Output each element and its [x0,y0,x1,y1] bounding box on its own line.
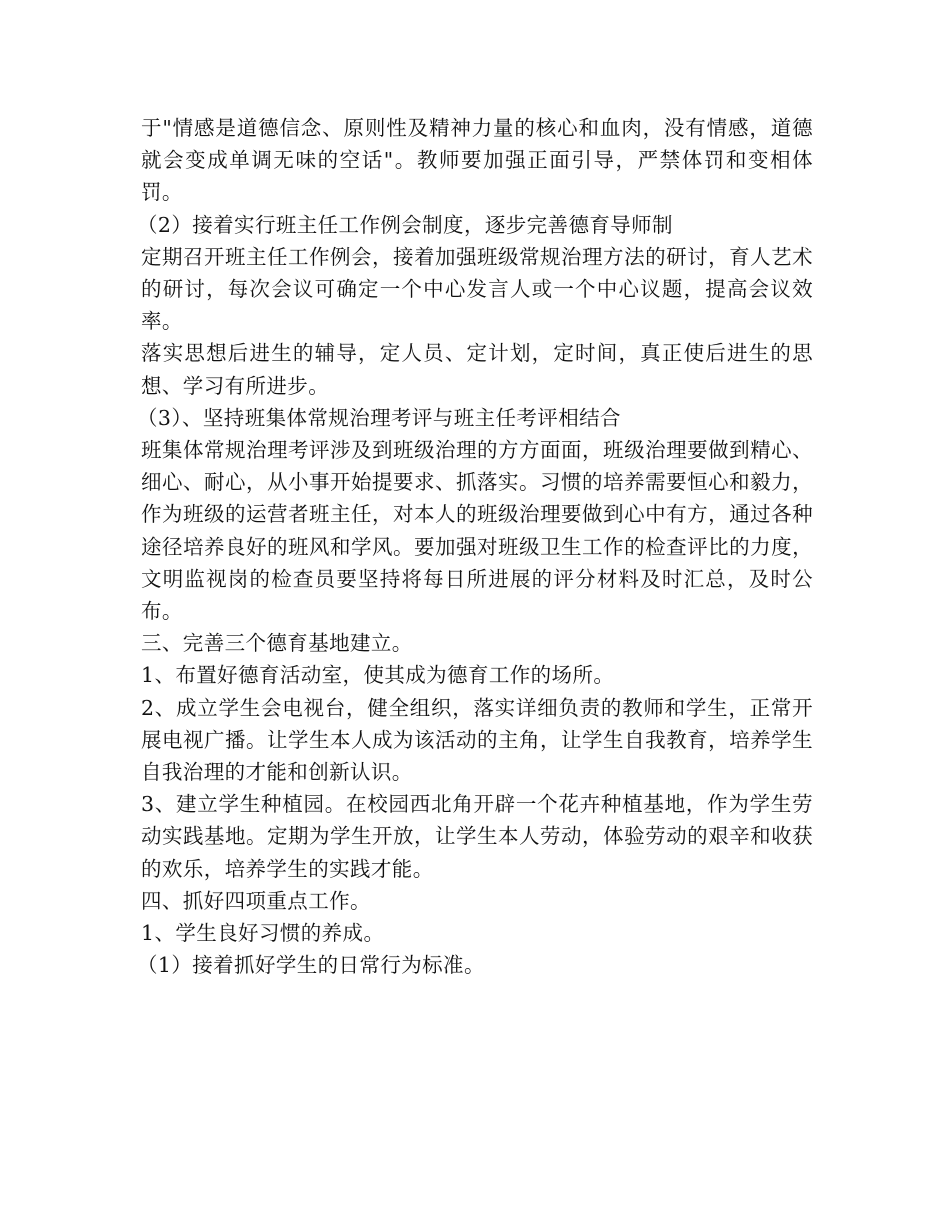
list-item: 2、成立学生会电视台，健全组织，落实详细负责的教师和学生，正常开展电视广播。让学生本人成为该活动的主角，让学生自我教育，培养学生自我治理的才能和创新认识。 [141,695,813,785]
document-body [137,112,813,981]
list-item: 1、布置好德育活动室，使其成为德育工作的场所。 [141,663,615,688]
paragraph: 班集体常规治理考评涉及到班级治理的方方面面，班级治理要做到精心、细心、耐心，从小事开始提要求、抓落实。习惯的培养需要恒心和毅力，作为班级的运营者班主任，对本人的班级治理要做到心中有方，通过各种途径培养良好的班风和学风。要加强对班级卫生工作的检查评比的力度，文明监视岗的检查员要坚持将每日所进展的评分材料及时汇总，及时公布。 [141,438,813,624]
paragraph: 于"情感是道德信念、原则性及精神力量的核心和血肉，没有情感，道德就会变成单调无味的空话"。教师要加强正面引导，严禁体罚和变相体罚。 [141,116,813,205]
section-heading: 四、抓好四项重点工作。 [141,888,371,913]
paragraph: 落实思想后进生的辅导，定人员、定计划，定时间，真正使后进生的思想、学习有所进步。 [141,341,813,398]
list-item: 1、学生良好习惯的养成。 [141,921,385,946]
subheading: （3）、坚持班集体常规治理考评与班主任考评相结合 [137,405,621,430]
subheading: （2）接着实行班主任工作例会制度，逐步完善德育导师制 [137,212,673,237]
section-heading: 三、完善三个德育基地建立。 [141,631,413,656]
paragraph: 定期召开班主任工作例会，接着加强班级常规治理方法的研讨，育人艺术的研讨，每次会议可确定一个中心发言人或一个中心议题，提高会议效率。 [141,244,813,334]
list-item: 3、建立学生种植园。在校园西北角开辟一个花卉种植基地，作为学生劳动实践基地。定期为学生开放，让学生本人劳动，体验劳动的艰辛和收获的欢乐，培养学生的实践才能。 [141,792,813,881]
subheading: （1）接着抓好学生的日常行为标准。 [137,953,485,978]
